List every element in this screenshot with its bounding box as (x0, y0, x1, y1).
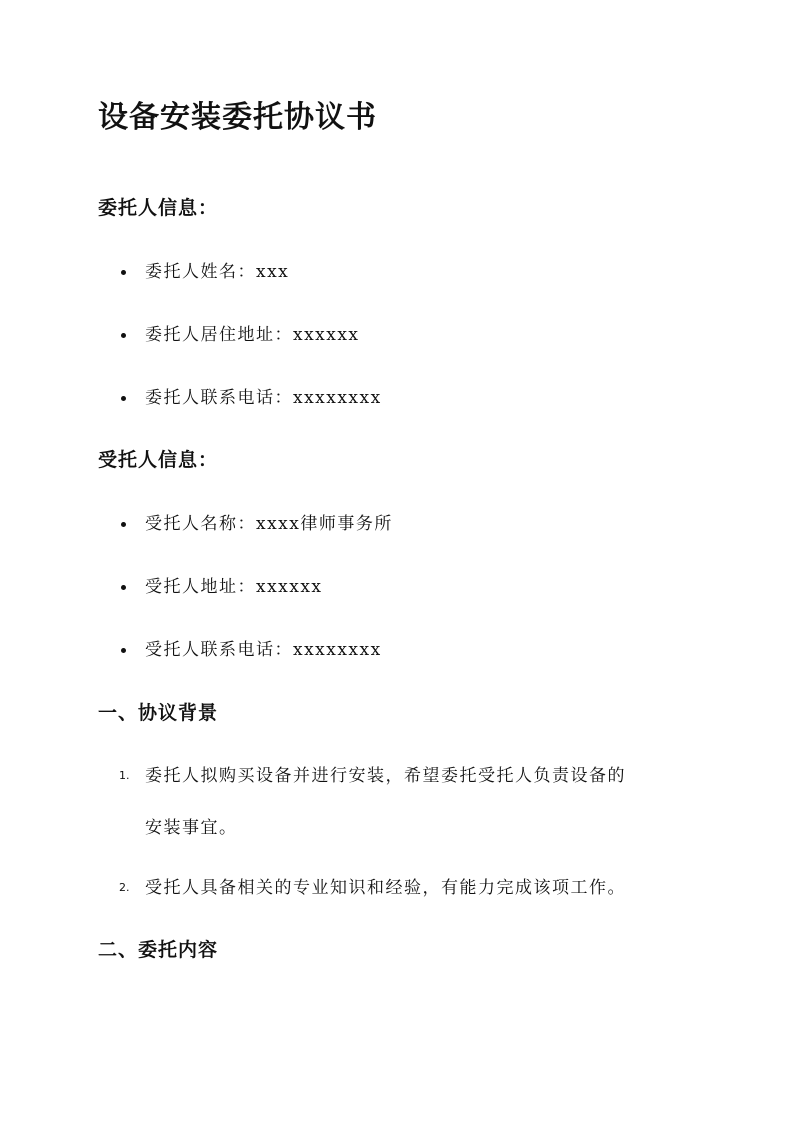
agent-phone-item: 受托人联系电话：xxxxxxxx (145, 640, 382, 660)
agent-address-item: 受托人地址：xxxxxx (145, 577, 323, 597)
bullet-marker (121, 648, 126, 653)
bullet-marker (121, 396, 126, 401)
client-address-item: 委托人居住地址：xxxxxx (145, 325, 360, 345)
bullet-marker (121, 522, 126, 527)
document-title: 设备安装委托协议书 (98, 100, 377, 135)
list-number: 1. (119, 769, 130, 782)
bullet-marker (121, 585, 126, 590)
list-number: 2. (119, 881, 130, 894)
background-item-1-line-1: 委托人拟购买设备并进行安装，希望委托受托人负责设备的 (145, 766, 626, 786)
background-item-2-line-1: 受托人具备相关的专业知识和经验，有能力完成该项工作。 (145, 878, 626, 898)
client-info-heading: 委托人信息： (98, 197, 219, 219)
client-name-item: 委托人姓名：xxx (145, 262, 290, 282)
background-item-1-line-2: 安装事宜。 (145, 818, 238, 838)
agent-info-heading: 受托人信息： (98, 449, 219, 471)
background-heading: 一、协议背景 (98, 702, 219, 724)
bullet-marker (121, 333, 126, 338)
bullet-marker (121, 270, 126, 275)
agent-name-item: 受托人名称：xxxx律师事务所 (145, 514, 393, 534)
client-phone-item: 委托人联系电话：xxxxxxxx (145, 388, 382, 408)
entrustment-heading: 二、委托内容 (98, 939, 219, 961)
